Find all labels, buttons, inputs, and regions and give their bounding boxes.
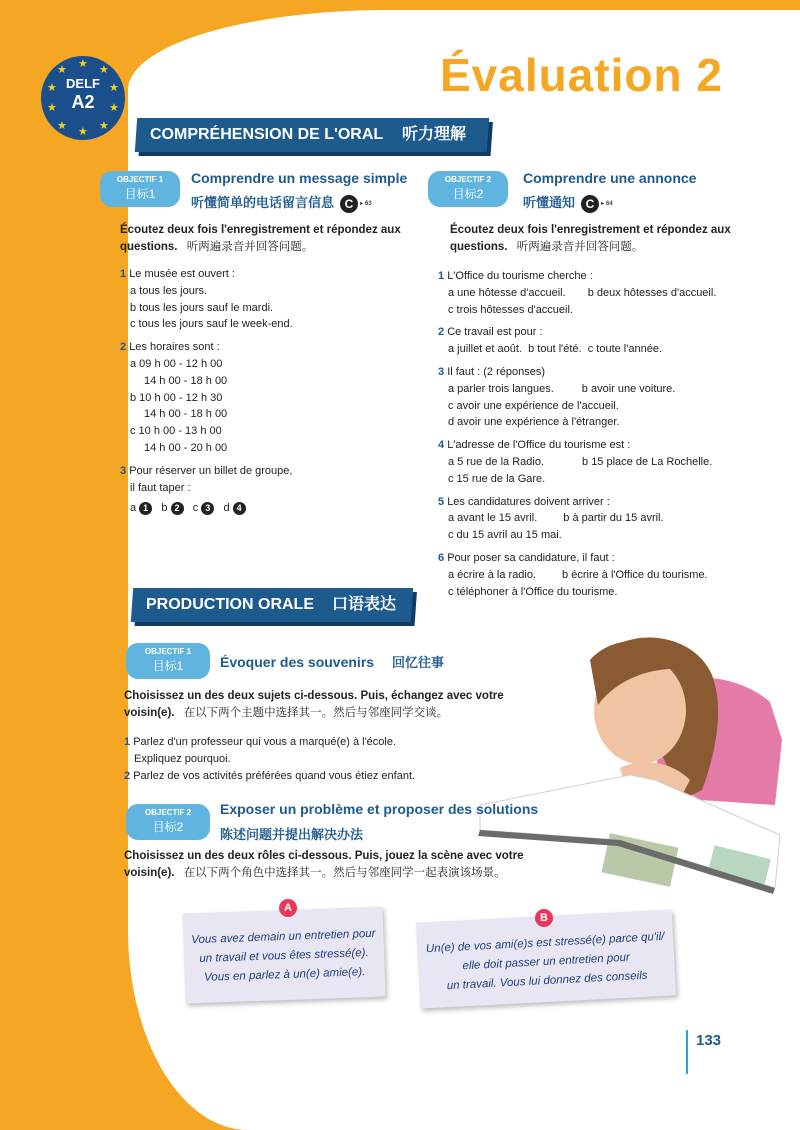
answer-option: b tous les jours sauf le mardi. [130,301,274,314]
objectif-title-cn: 听懂简单的电话留言信息 C ▸ 63 [191,195,372,211]
answer-options: a parler trois langues. b avoir une voiture. [448,382,676,395]
delf-label: DELF [66,76,100,91]
question-list [438,268,778,600]
objectif-title: Comprendre une annonce [523,170,697,186]
objectif-badge [126,804,210,840]
role-badge-a: A [279,899,297,917]
question: 3 Pour réserver un billet de groupe, [120,464,293,477]
role-card-b: Un(e) de vos ami(e)s est stressé(e) parce qu'il/ elle doit passer un entretien pour un travail. Vous lui donnez des conseils [416,909,676,1008]
role-badge-b: B [535,909,553,927]
topic-item: 1 Parlez d'un professeur qui vous a marqué(e) à l'école. [124,736,397,748]
answer-options: a 5 rue de la Radio. b 15 place de La Rochelle. [448,455,713,468]
question: 2 Les horaires sont : [120,341,220,354]
instruction-cn: 在以下两个角色中选择其一。然后与邻座同学一起表演该场景。 [183,867,506,879]
answer-options: a juillet et août. b tout l'été. c toute l'année. [448,343,663,356]
star-icon: ★ [47,102,57,114]
instruction-cn: 听两遍录音并回答问题。 [186,241,314,253]
objectif-badge [126,643,210,679]
page-number-bar [686,1030,688,1074]
instruction-text: Écoutez deux fois l'enregistrement et répondez aux questions. [450,224,731,253]
objectif-title-text: Évoquer des souvenirs [220,654,375,670]
answer-option: c avoir une expérience de l'accueil. [448,399,619,412]
answer-option: c trois hôtesses d'accueil. [448,303,573,316]
question: 4 L'adresse de l'Office du tourisme est : [438,439,631,452]
objectif-title-cn-text: 听懂简单的电话留言信息 [191,195,335,210]
objectif-title-cn: 听懂通知 C ▸ 64 [523,195,613,211]
instruction-text: Choisissez un des deux sujets ci-dessous. Puis, échangez avec votre voisin(e). [124,690,504,719]
star-icon: ★ [78,58,88,70]
track-number: 64 [606,200,613,207]
answer-option: a tous les jours. [130,284,208,297]
answer-option: c tous les jours sauf le week-end. [130,318,293,331]
page-number: 133 [696,1032,722,1049]
answer-options: a écrire à la radio. b écrire à l'Office du tourisme. [448,568,708,581]
answer-option: c du 15 avril au 15 mai. [448,529,562,542]
star-icon: ★ [99,120,109,132]
objectif-label-cn: 目标2 [452,187,484,201]
objectif-label: OBJECTIF 1 [116,175,164,184]
delf-level: A2 [71,92,95,112]
objectif-title: Exposer un problème et proposer des solutions [220,801,539,817]
page-title: Évaluation 2 [440,49,723,101]
star-icon: ★ [57,120,67,132]
instruction-cn: 在以下两个主题中选择其一。然后与邻座同学交谈。 [183,707,449,719]
role-card-a: Vous avez demain un entretien pour un travail et vous êtes stressé(e). Vous en parlez à un(e) amie(e). [182,907,385,1004]
question: 5 Les candidatures doivent arriver : [438,495,610,508]
topic-item: 2 Parlez de vos activités préférées quand vous étiez enfant. [124,769,416,782]
objectif-label: OBJECTIF 2 [144,808,192,817]
delf-badge [41,56,125,140]
cd-icon: C [340,195,358,213]
star-icon: ★ [47,82,57,94]
production-banner [131,588,413,622]
production-heading-cn: 口语表达 [332,596,397,613]
objectif-title: Comprendre un message simple [191,170,408,186]
answer-option: d avoir une expérience à l'étranger. [448,416,620,429]
keypad-key-icon: 2 [171,502,184,515]
question: 2 Ce travail est pour : [438,326,543,339]
answer-option: c 15 rue de la Gare. [448,472,546,485]
question: 1 L'Office du tourisme cherche : [438,270,593,282]
topic-list [124,734,504,784]
objectif-badge [100,171,180,207]
comprehension-banner [135,118,489,152]
keypad-options: a 1 b 2 c 3 d 4 [120,500,420,517]
answer-option: 14 h 00 - 20 h 00 [144,441,228,454]
instruction [124,848,544,882]
answer-option: c 10 h 00 - 13 h 00 [130,425,222,438]
answer-option: b 10 h 00 - 12 h 30 [130,391,223,404]
answer-options: a une hôtesse d'accueil. b deux hôtesses d'accueil. [448,286,717,299]
question: 3 Il faut : (2 réponses) [438,365,546,378]
objectif-label: OBJECTIF 1 [144,647,192,656]
answer-option: a 09 h 00 - 12 h 00 [130,357,223,370]
objectif-title [220,652,444,671]
instruction-text: Choisissez un des deux rôles ci-dessous. Puis, jouez la scène avec votre voisin(e). [124,850,524,879]
question-cont: il faut taper : [130,481,191,494]
objectif-label-cn: 目标1 [152,659,184,673]
star-icon: ★ [99,64,109,76]
instruction-text: Écoutez deux fois l'enregistrement et répondez aux questions. [120,224,401,253]
answer-option: c téléphoner à l'Office du tourisme. [448,585,618,598]
answer-option: 14 h 00 - 18 h 00 [144,408,228,421]
instruction [124,688,544,722]
instruction-cn: 听两遍录音并回答问题。 [516,241,644,253]
keypad-key-icon: 4 [233,502,246,515]
objectif-title-cn: 回忆往事 [391,655,444,670]
comprehension-heading: COMPRÉHENSION DE L'ORAL [150,126,384,143]
question: 1 Le musée est ouvert : [120,268,235,280]
objectif-title-cn: 陈述问题并提出解决办法 [220,827,364,842]
instruction [450,222,768,256]
answer-option: 14 h 00 - 18 h 00 [144,374,228,387]
objectif-badge [428,171,508,207]
star-icon: ★ [78,126,88,138]
star-icon: ★ [57,64,67,76]
objectif-label-cn: 目标1 [124,187,156,201]
track-number: 63 [365,200,372,207]
production-heading: PRODUCTION ORALE [146,596,314,613]
objectif-label: OBJECTIF 2 [444,175,492,184]
keypad-key-icon: 1 [139,502,152,515]
keypad-key-icon: 3 [201,502,214,515]
star-icon: ★ [109,102,119,114]
star-icon: ★ [109,82,119,94]
question-list [120,266,420,517]
question: 6 Pour poser sa candidature, il faut : [438,551,615,564]
cd-icon: C [581,195,599,213]
objectif-title-cn-text: 听懂通知 [523,195,576,210]
instruction [120,222,416,256]
objectif-label-cn: 目标2 [152,820,184,834]
topic-item-cont: Expliquez pourquoi. [134,752,231,765]
answer-options: a avant le 15 avril. b à partir du 15 avril. [448,512,664,525]
comprehension-heading-cn: 听力理解 [401,126,466,143]
